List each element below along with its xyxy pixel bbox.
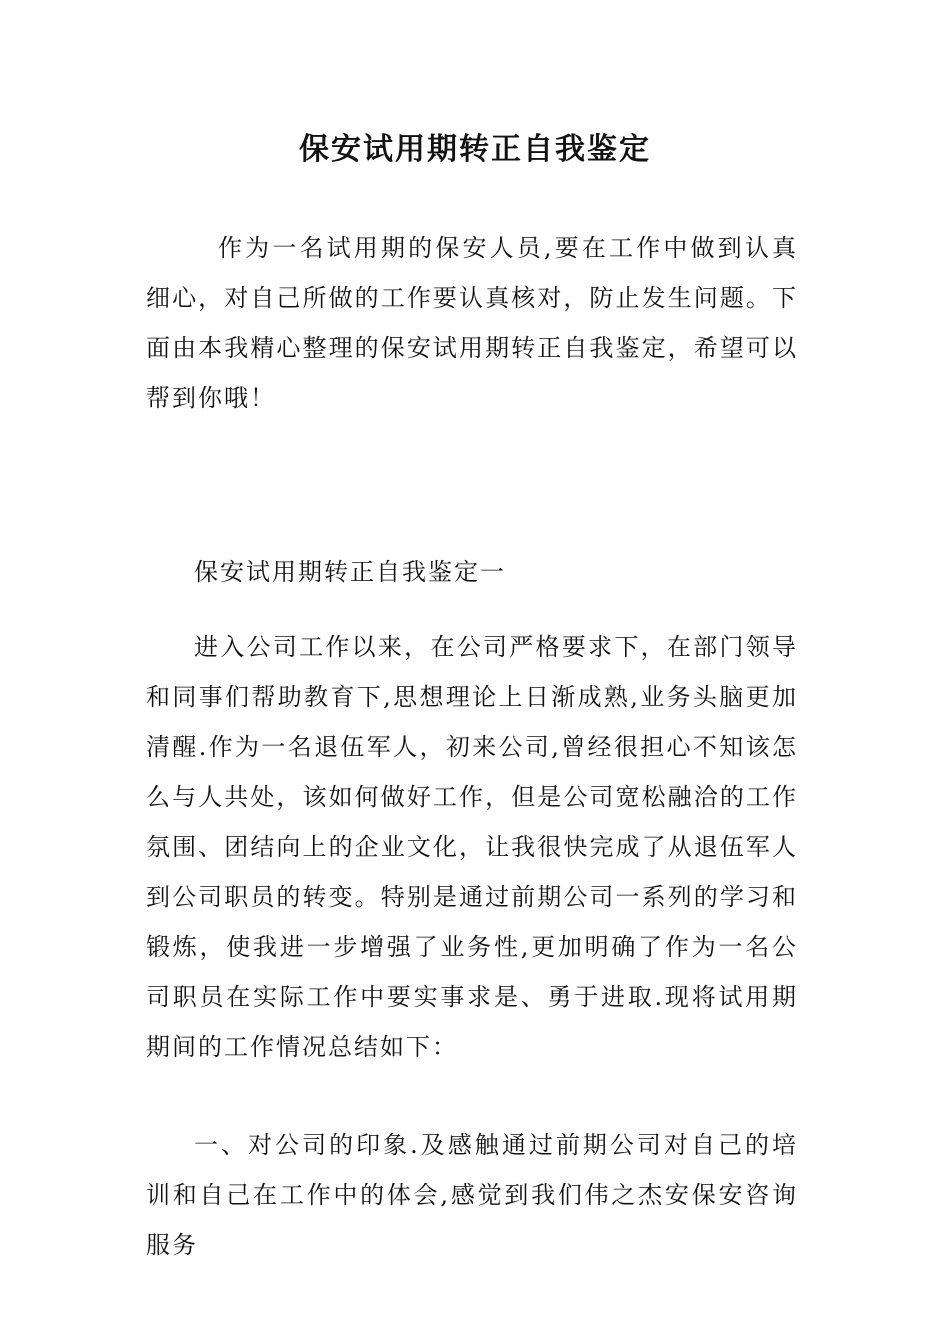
document-title: 保安试用期转正自我鉴定	[299, 132, 651, 167]
section-heading: 保安试用期转正自我鉴定一	[194, 558, 506, 586]
intro-paragraph: 作为一名试用期的保安人员,要在工作中做到认真细心，对自己所做的工作要认真核对，防止发生问题。下面由本我精心整理的保安试用期转正自我鉴定，希望可以帮到你哦！	[146, 234, 798, 412]
body-paragraph-1: 进入公司工作以来，在公司严格要求下，在部门领导和同事们帮助教育下,思想理论上日渐成熟,业务头脑更加清醒.作为一名退伍军人，初来公司,曾经很担心不知该怎么与人共处，该如何做好工作，但是公司宽松融洽的工作氛围、团结向上的企业文化，让我很快完成了从退伍军人到公司职员的转变。特别是通过前期公司一系列的学习和锻炼，使我进一步增强了业务性,更加明确了作为一名公司职员在实际工作中要实事求是、勇于进取.现将试用期期间的工作情况总结如下：	[146, 633, 798, 1061]
body-paragraph-2: 一、对公司的印象.及感触通过前期公司对自己的培训和自己在工作中的体会,感觉到我们伟之杰安保安咨询服务	[146, 1131, 798, 1259]
